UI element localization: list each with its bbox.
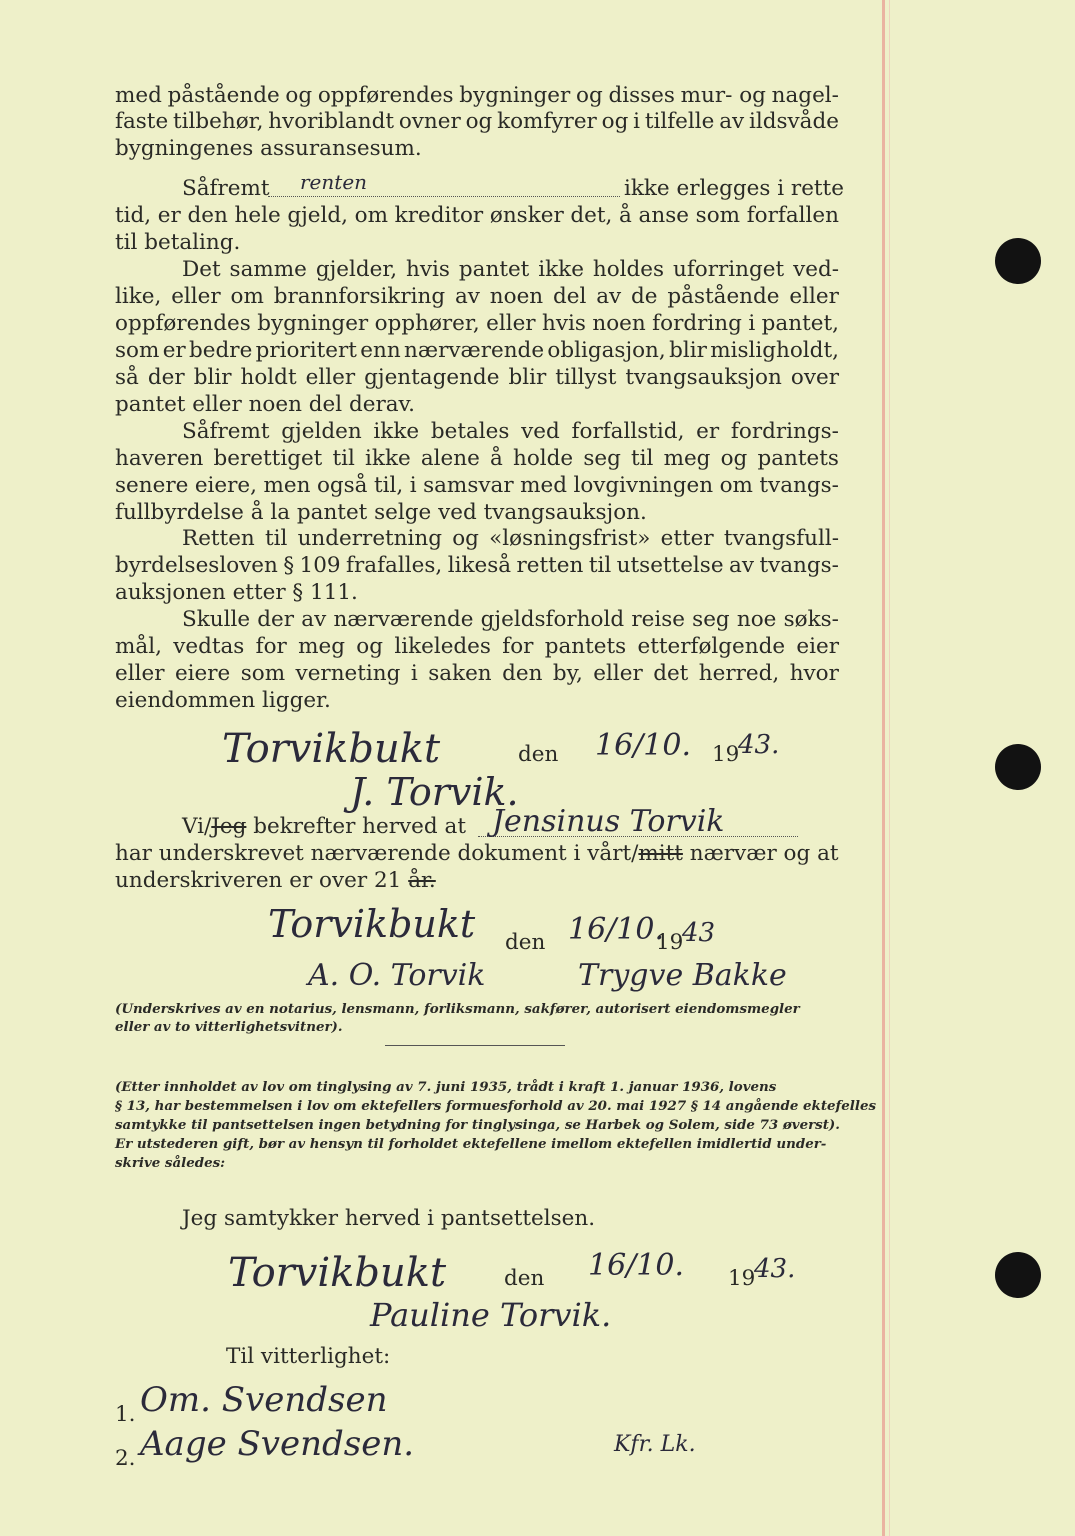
body-word: 109 bbox=[299, 553, 341, 578]
body-word: likeledes bbox=[394, 634, 491, 659]
body-word: den bbox=[502, 661, 543, 686]
date-handwritten-3: 16/10. bbox=[588, 1248, 684, 1283]
footnote-1-line-2: eller av to vitterlighetsvitner). bbox=[115, 1019, 343, 1035]
body-word: gjeld, bbox=[287, 203, 348, 228]
body-word: enn bbox=[360, 338, 401, 363]
year-handwritten-3: 43. bbox=[754, 1254, 796, 1284]
body-word: eiendommen ligger. bbox=[115, 688, 331, 713]
den-label-2: den bbox=[505, 930, 546, 955]
witness-line-1 bbox=[182, 814, 466, 839]
body-word: hvoriblandt bbox=[268, 109, 395, 134]
body-word: tilbehør, bbox=[172, 109, 264, 134]
body-word: de bbox=[631, 284, 658, 309]
body-word: underretning bbox=[297, 526, 443, 551]
year-prefix-1: 19 bbox=[712, 742, 740, 767]
body-word: hvor bbox=[789, 661, 839, 686]
body-word: av bbox=[729, 553, 754, 578]
body-word: eiere bbox=[174, 661, 231, 686]
body-line bbox=[115, 202, 839, 229]
body-word: til, bbox=[373, 473, 404, 498]
body-word: berettiget bbox=[213, 446, 323, 471]
body-word: kreditor bbox=[394, 203, 484, 228]
body-word: ved bbox=[521, 419, 560, 444]
body-word: § bbox=[283, 553, 295, 578]
body-line bbox=[115, 391, 839, 418]
body-word: i bbox=[748, 311, 756, 336]
body-word: alene bbox=[420, 446, 480, 471]
body-word: reise bbox=[631, 607, 685, 632]
body-word: anse bbox=[638, 203, 689, 228]
body-word: verneting bbox=[295, 661, 401, 686]
ar-struck: år. bbox=[408, 868, 436, 893]
body-word: etterfølgende bbox=[637, 634, 786, 659]
body-word: auksjonen etter § 111. bbox=[115, 580, 358, 605]
body-word: obligasjon, bbox=[547, 338, 666, 363]
footnote-2-line-3: samtykke til pantsettelsen ingen betydning for tinglysinga, se Harbek og Solem, side 73 øverst). bbox=[115, 1117, 840, 1133]
body-word: Retten bbox=[182, 526, 255, 551]
body-word: pantets bbox=[757, 446, 839, 471]
line3-text: underskriveren er over 21 bbox=[115, 868, 402, 893]
body-word: bygninger bbox=[459, 83, 571, 108]
body-word: tid, bbox=[115, 203, 152, 228]
body-line bbox=[115, 229, 839, 256]
body-word: fordrings- bbox=[730, 419, 839, 444]
body-word: men bbox=[263, 473, 311, 498]
til-vitterlighet-heading: Til vitterlighet: bbox=[226, 1344, 391, 1369]
body-word: der bbox=[147, 365, 185, 390]
body-word: til bbox=[588, 553, 612, 578]
safremt-suffix: ikke erlegges i rette bbox=[624, 176, 844, 201]
witness-signature-2: Aage Svendsen. bbox=[140, 1424, 415, 1464]
body-word: ikke bbox=[538, 257, 584, 282]
body-word: eller bbox=[115, 661, 165, 686]
body-word: er bbox=[157, 203, 181, 228]
body-word: eller bbox=[486, 311, 536, 336]
body-word: noe bbox=[736, 607, 777, 632]
footnote-1-line-1: (Underskrives av en notarius, lensmann, forliksmann, sakfører, autorisert eiendomsmegler bbox=[115, 1001, 800, 1017]
body-word: saken bbox=[428, 661, 492, 686]
safremt-handwritten-fill: renten bbox=[300, 170, 368, 194]
body-word: pantet eller noen del derav. bbox=[115, 392, 415, 417]
body-word: den bbox=[187, 203, 228, 228]
body-word: er bbox=[696, 419, 720, 444]
body-word: samme bbox=[229, 257, 307, 282]
body-word: ønsker bbox=[489, 203, 564, 228]
body-word: nærværende bbox=[404, 338, 545, 363]
witness-number-2: 2. bbox=[115, 1446, 136, 1471]
body-word: til bbox=[332, 446, 355, 471]
body-word: av bbox=[719, 109, 745, 134]
body-word: til betaling. bbox=[115, 230, 241, 255]
footnote-2-line-5: skrive således: bbox=[115, 1155, 226, 1171]
body-word: holdt bbox=[240, 365, 297, 390]
safremt-fill-line bbox=[268, 196, 620, 197]
body-word: hvis bbox=[542, 311, 586, 336]
place-handwritten-1: Torvikbukt bbox=[222, 726, 441, 772]
year-handwritten-1: 43. bbox=[738, 730, 780, 760]
body-word: er bbox=[162, 338, 186, 363]
body-line bbox=[115, 82, 839, 109]
body-word: misligholdt, bbox=[710, 338, 839, 363]
body-line bbox=[115, 499, 839, 526]
body-word: prioritert bbox=[255, 338, 357, 363]
body-word: fullbyrdelse å la pantet selge ved tvangsauksjon. bbox=[115, 500, 647, 525]
signature-spouse: Pauline Torvik. bbox=[370, 1296, 612, 1334]
place-handwritten-3: Torvikbukt bbox=[228, 1250, 447, 1296]
body-word: som bbox=[695, 203, 741, 228]
body-word: i bbox=[633, 109, 641, 134]
body-word: ved- bbox=[793, 257, 839, 282]
margin-rule-secondary bbox=[889, 0, 890, 1536]
body-word: hvis bbox=[406, 257, 450, 282]
body-word: etter bbox=[660, 526, 714, 551]
body-word: i bbox=[409, 473, 417, 498]
body-word: gjelder, bbox=[315, 257, 398, 282]
body-word: vedtas bbox=[173, 634, 245, 659]
body-word: noen bbox=[489, 284, 544, 309]
body-word: med bbox=[520, 473, 567, 498]
body-word: forfallstid, bbox=[571, 419, 685, 444]
body-line bbox=[115, 445, 839, 472]
body-word: hele bbox=[234, 203, 281, 228]
punch-hole-bottom bbox=[995, 1252, 1041, 1298]
body-word: meg bbox=[298, 634, 345, 659]
body-word: ildsvåde bbox=[748, 109, 839, 134]
body-word: nagel- bbox=[771, 83, 839, 108]
bekrefter-text: bekrefter herved at bbox=[253, 814, 466, 839]
body-word: og bbox=[576, 83, 603, 108]
body-word: retten bbox=[516, 553, 584, 578]
body-word: byrdelsesloven bbox=[115, 553, 278, 578]
body-word: tillyst bbox=[555, 365, 617, 390]
body-word: gjentagende bbox=[364, 365, 500, 390]
body-word: samsvar bbox=[423, 473, 514, 498]
year-prefix-2: 19 bbox=[656, 930, 684, 955]
date-handwritten-2: 16/10. bbox=[568, 912, 664, 947]
body-line bbox=[182, 525, 839, 552]
footnote-2-line-1: (Etter innholdet av lov om tinglysing av 7. juni 1935, trådt i kraft 1. januar 1936, lovens bbox=[115, 1079, 777, 1095]
body-word: frafalles, bbox=[346, 553, 443, 578]
body-word: og bbox=[720, 446, 748, 471]
body-word: eier bbox=[796, 634, 839, 659]
body-word: av bbox=[301, 607, 327, 632]
body-word: bedre bbox=[189, 338, 253, 363]
body-word: komfyrer bbox=[497, 109, 597, 134]
body-word: og bbox=[465, 109, 493, 134]
body-word: påstående bbox=[667, 284, 780, 309]
body-word: senere bbox=[115, 473, 189, 498]
punch-hole-top bbox=[995, 238, 1041, 284]
body-word: og bbox=[601, 109, 629, 134]
body-word: som bbox=[240, 661, 286, 686]
body-word: å bbox=[490, 446, 503, 471]
body-line bbox=[115, 283, 839, 310]
body-word: oppførendes bbox=[317, 83, 454, 108]
body-word: så bbox=[115, 365, 139, 390]
body-word: eller bbox=[593, 661, 643, 686]
body-line bbox=[115, 135, 839, 162]
body-word: herred, bbox=[698, 661, 780, 686]
body-word: del bbox=[553, 284, 587, 309]
body-word: pantet bbox=[458, 257, 530, 282]
line2-text-b: nærvær og at bbox=[689, 841, 839, 866]
witness-signature-1: Om. Svendsen bbox=[140, 1380, 388, 1420]
body-word: det, bbox=[570, 203, 613, 228]
body-line bbox=[182, 418, 839, 445]
body-word: av bbox=[596, 284, 622, 309]
body-word: om bbox=[354, 203, 388, 228]
body-word: seg bbox=[583, 446, 621, 471]
body-word: ovner bbox=[398, 109, 461, 134]
body-word: søks- bbox=[783, 607, 839, 632]
mitt-struck: mitt bbox=[638, 841, 683, 866]
body-word: blir bbox=[508, 365, 547, 390]
body-word: tvangsfull- bbox=[723, 526, 839, 551]
witness-line-3 bbox=[115, 868, 436, 893]
body-word: ikke bbox=[365, 446, 411, 471]
body-word: blir bbox=[193, 365, 232, 390]
safremt-prefix: Såfremt bbox=[182, 176, 270, 201]
date-handwritten-1: 16/10. bbox=[595, 728, 691, 763]
body-word: eller bbox=[171, 284, 221, 309]
jeg-struck: Jeg bbox=[211, 814, 247, 839]
body-word: bygningenes assuransesum. bbox=[115, 136, 422, 161]
body-line bbox=[182, 256, 839, 283]
body-word: betales bbox=[430, 419, 510, 444]
body-word: og bbox=[452, 526, 479, 551]
body-word: å bbox=[619, 203, 632, 228]
signature-issuer: J. Torvik. bbox=[350, 770, 519, 814]
year-handwritten-2: 43 bbox=[682, 918, 716, 948]
body-word: oppførendes bbox=[115, 311, 251, 336]
body-word: bygninger bbox=[257, 311, 369, 336]
body-line bbox=[115, 337, 839, 364]
consent-text: Jeg samtykker herved i pantsettelsen. bbox=[182, 1206, 596, 1231]
body-word: holde bbox=[513, 446, 574, 471]
year-prefix-3: 19 bbox=[728, 1266, 756, 1291]
body-word: opphører, bbox=[374, 311, 480, 336]
body-word: fordring bbox=[652, 311, 742, 336]
body-word: mål, bbox=[115, 634, 162, 659]
separator-rule bbox=[385, 1045, 565, 1046]
body-word: og bbox=[356, 634, 384, 659]
body-word: utsettelse bbox=[616, 553, 724, 578]
body-line bbox=[115, 472, 839, 499]
body-word: til bbox=[264, 526, 288, 551]
body-word: for bbox=[502, 634, 534, 659]
body-word: med bbox=[115, 83, 162, 108]
body-word: tvangs- bbox=[759, 553, 839, 578]
witness-line-2 bbox=[115, 841, 839, 866]
body-word: eller bbox=[789, 284, 839, 309]
body-word: disses bbox=[608, 83, 675, 108]
vi-label: Vi/ bbox=[182, 814, 212, 839]
body-word: seg bbox=[692, 607, 730, 632]
body-line bbox=[115, 633, 839, 660]
body-line bbox=[115, 660, 839, 687]
footnote-2-line-4: Er utstederen gift, bør av hensyn til forholdet ektefellene imellom ektefellen imidlertid under- bbox=[115, 1136, 827, 1152]
name-handwritten: Jensinus Torvik bbox=[492, 804, 725, 839]
body-word: tvangs- bbox=[759, 473, 839, 498]
footnote-2-line-2: § 13, har bestemmelsen i lov om ektefellers formuesforhold av 20. mai 1927 § 14 angående ektefelles bbox=[115, 1098, 877, 1114]
body-word: Såfremt bbox=[182, 419, 270, 444]
body-word: der bbox=[257, 607, 295, 632]
body-word: gjelden bbox=[281, 419, 362, 444]
body-word: Det bbox=[182, 257, 221, 282]
body-word: by, bbox=[552, 661, 583, 686]
body-word: pantets bbox=[544, 634, 627, 659]
den-label-3: den bbox=[504, 1266, 545, 1291]
body-word: eller bbox=[305, 365, 356, 390]
body-line bbox=[115, 687, 839, 714]
body-line bbox=[182, 606, 839, 633]
body-line bbox=[115, 552, 839, 579]
body-word: det bbox=[653, 661, 689, 686]
punch-hole-middle bbox=[995, 744, 1041, 790]
body-word: «løsningsfrist» bbox=[489, 526, 651, 551]
body-word: blir bbox=[669, 338, 707, 363]
body-word: i bbox=[410, 661, 418, 686]
body-line bbox=[115, 364, 839, 391]
margin-note: Kfr. Lk. bbox=[614, 1432, 696, 1457]
den-label-1: den bbox=[518, 742, 559, 767]
body-word: gjeldsforhold bbox=[480, 607, 625, 632]
line2-text-a: har underskrevet nærværende dokument i vårt/ bbox=[115, 841, 639, 866]
body-line bbox=[115, 579, 839, 606]
body-word: som bbox=[115, 338, 160, 363]
body-word: tilfelle bbox=[644, 109, 715, 134]
body-line bbox=[115, 108, 839, 135]
body-word: over bbox=[790, 365, 839, 390]
body-word: om bbox=[719, 473, 753, 498]
body-word: eiere, bbox=[194, 473, 257, 498]
body-word: mur- og bbox=[680, 83, 766, 108]
body-line bbox=[115, 310, 839, 337]
body-word: lovgivningen bbox=[573, 473, 714, 498]
body-word: uforringet bbox=[672, 257, 785, 282]
body-word: også bbox=[316, 473, 368, 498]
body-word: av bbox=[454, 284, 480, 309]
body-word: tvangsauksjon bbox=[625, 365, 782, 390]
body-word: noen bbox=[592, 311, 646, 336]
margin-rule bbox=[882, 0, 885, 1536]
witness-number-1: 1. bbox=[115, 1402, 136, 1427]
body-word: påstående bbox=[167, 83, 280, 108]
body-word: for bbox=[255, 634, 287, 659]
body-word: likeså bbox=[447, 553, 512, 578]
body-word: og bbox=[285, 83, 313, 108]
body-word: Skulle bbox=[182, 607, 251, 632]
signature-witness-1: A. O. Torvik bbox=[308, 958, 486, 993]
body-word: nærværende bbox=[333, 607, 474, 632]
body-word: like, bbox=[115, 284, 162, 309]
body-word: faste bbox=[115, 109, 169, 134]
body-word: til bbox=[631, 446, 654, 471]
body-word: brannforsikring bbox=[273, 284, 446, 309]
body-word: meg bbox=[663, 446, 711, 471]
body-word: holdes bbox=[592, 257, 665, 282]
body-word: pantet, bbox=[761, 311, 839, 336]
body-word: om bbox=[230, 284, 264, 309]
body-word: forfallen bbox=[746, 203, 839, 228]
body-word: haveren bbox=[115, 446, 204, 471]
signature-witness-2: Trygve Bakke bbox=[578, 958, 787, 993]
body-word: ikke bbox=[373, 419, 420, 444]
place-handwritten-2: Torvikbukt bbox=[268, 902, 476, 946]
